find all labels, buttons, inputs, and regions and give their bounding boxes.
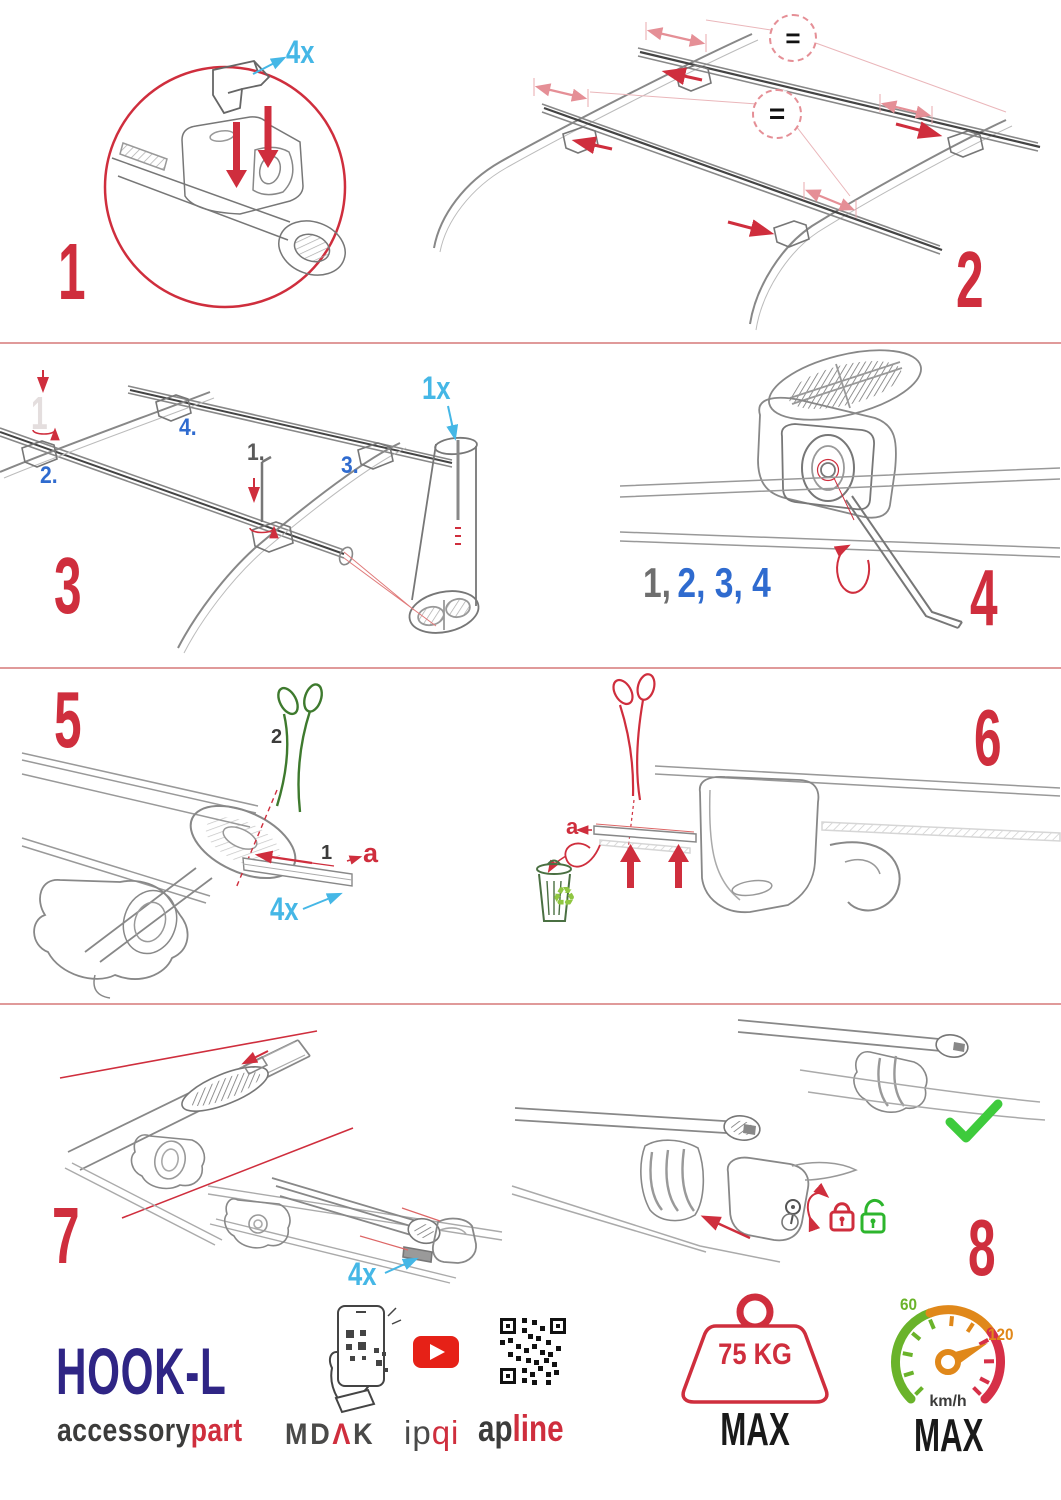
gauge-low-tick-label: 60 [900,1295,918,1314]
step3-label-4: 4. [179,414,197,441]
slide-arrow [704,1217,750,1238]
allen-key-step4 [846,496,962,628]
sequence-gray-part: 1, [643,559,672,606]
mdak-caret: Λ [332,1418,354,1451]
ipqi-logo [404,1416,459,1449]
step2-number: 2 [956,235,983,324]
step2-spacing-diagram [434,20,1040,330]
step7-endcap [60,1031,502,1283]
clamp-foot [34,880,187,979]
foot-cover [700,777,819,912]
step7-step8-illustration [0,1003,1061,1310]
equal-sign: = [785,22,801,53]
section-divider-2 [0,667,1061,669]
rotate-arrow [837,546,869,593]
step3-label-1: 1. [247,439,265,466]
locked-padlock-icon [831,1204,853,1230]
product-name: HOOK-L [56,1334,227,1408]
unlocked-padlock-icon [862,1200,884,1232]
weight-limit-value: 75 KG [718,1338,792,1371]
step3-step4-illustration [0,342,1061,668]
step5-insert-label: 1 [321,842,333,864]
apline-post: line [512,1408,564,1449]
ipqi-pre: ip [404,1414,432,1451]
mdak-post: K [353,1418,376,1451]
step5-qty-label: 4x [270,891,299,927]
apline-logo [478,1410,564,1447]
qr-code [500,1318,566,1385]
brand-prefix: accessory [57,1412,191,1448]
check-icon [950,1104,998,1138]
step8-number: 8 [968,1203,995,1292]
rack-feet [22,395,393,552]
step4-number: 4 [970,553,997,642]
brand-logo [57,1414,243,1446]
step3-label-2: 2. [40,462,58,489]
sequence-blue-part: 2, 3, 4 [677,559,771,606]
bar-end-tube [406,436,483,639]
push-up-arrows [620,844,689,888]
speed-max-label: MAX [914,1409,984,1461]
step5-number: 5 [54,675,81,764]
slide-arrows [576,72,938,233]
gauge-high-tick-label: 120 [988,1325,1014,1344]
apline-pre: ap [478,1408,513,1449]
equal-sign: = [768,98,786,129]
equal-spacing-badge [752,89,802,139]
section-divider-1 [0,342,1061,344]
speed-unit-label: km/h [929,1393,967,1410]
section-divider-3 [0,1003,1061,1005]
step3-number: 3 [54,541,81,630]
step5-dimension-label: a [363,838,379,868]
step3-qty-label: 1x [422,370,451,406]
brand-suffix: part [190,1412,243,1448]
mdak-logo [285,1420,375,1450]
insert-arrows [226,106,279,188]
qty-leader-line [448,406,455,438]
allen-key-step3 [262,457,271,522]
weight-max-label: MAX [720,1403,790,1455]
scissors-icon [610,672,658,800]
scan-phone-icon [330,1306,401,1412]
step3-press-ghost: 1 [31,387,48,439]
step8-lock-cover [512,1020,1045,1262]
ipqi-post: qi [431,1414,460,1451]
step4-sequence [643,559,771,606]
mdak-pre: MD [285,1418,333,1451]
clamp-hook [830,842,900,910]
step1-detail-circle [105,58,353,307]
turn-key-arrow [808,1193,827,1218]
step1-step2-illustration [0,0,1061,342]
youtube-icon [413,1336,459,1368]
step5-cut-label: 2 [271,726,283,748]
equal-spacing-badge [769,14,817,62]
recycle-icon: ♻ [552,882,577,912]
qty-leader-line [303,894,340,909]
step6-dimension-label: a [566,814,579,839]
step1-number: 1 [58,227,85,316]
clamp-foot [131,1135,204,1188]
step7-qty-label: 4x [348,1256,377,1292]
step1-qty-label: 4x [286,34,315,70]
step7-number: 7 [52,1191,79,1280]
step6-number: 6 [974,693,1001,782]
speedometer-icon [896,1310,1001,1399]
step5-step6-illustration [0,668,1061,1003]
step3-label-3: 3. [341,452,359,479]
